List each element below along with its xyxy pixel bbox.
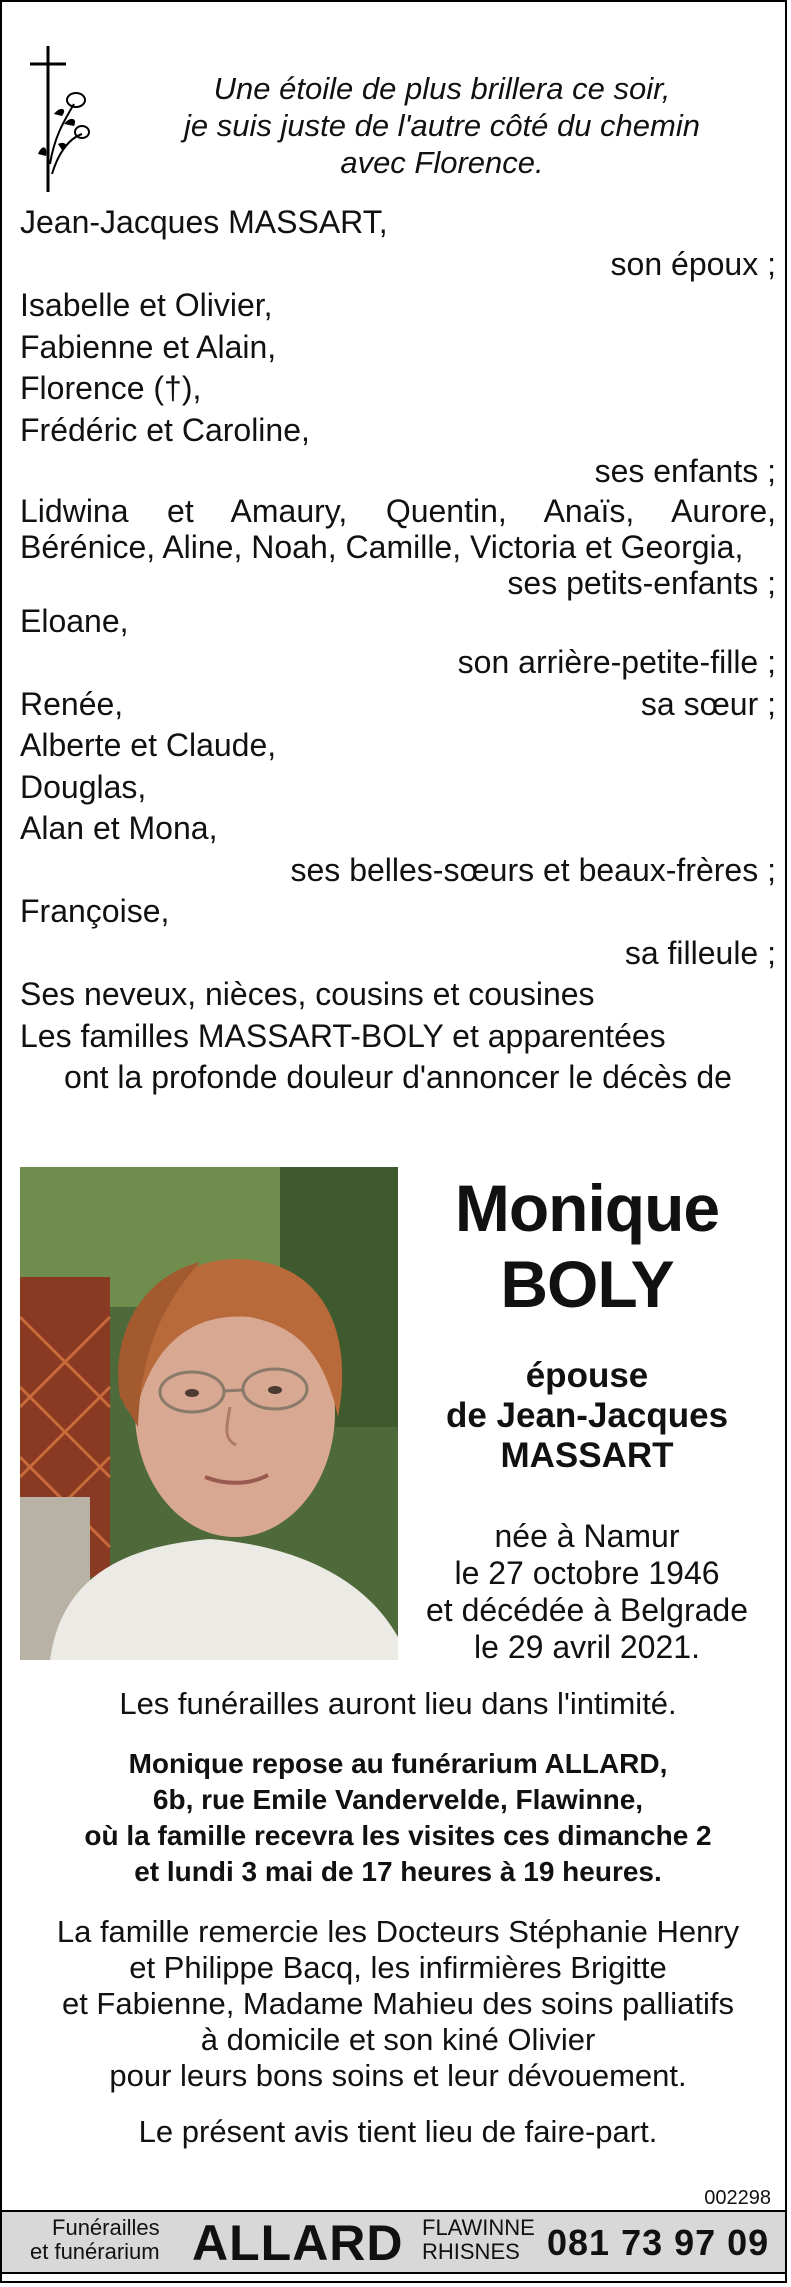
repose-info (20, 1746, 776, 1890)
funeral-home-footer (2, 2210, 785, 2274)
footer-brand: ALLARD (192, 2215, 404, 2271)
deceased-block (402, 1162, 772, 1666)
families-line: Les familles MASSART-BOLY et apparentées (20, 1017, 666, 1054)
goddaughter-name: Françoise, (20, 893, 170, 929)
thanks-line: pour leurs bons soins et leur dévouement. (109, 2058, 687, 2093)
funeral-details (20, 1684, 776, 2152)
in-law-name: Alberte et Claude, (20, 727, 277, 763)
thanks-paragraph (20, 1914, 776, 2094)
spouse-role: son époux ; (610, 245, 776, 282)
footer-left-line: et funérarium (30, 2239, 160, 2264)
birth-line: le 29 avril 2021. (474, 1629, 700, 1665)
deceased-first-name: Monique (454, 1171, 720, 1245)
repose-line: 6b, rue Emile Vandervelde, Flawinne, (152, 1784, 644, 1815)
footer-service-label (30, 2216, 160, 2264)
great-grandchild-role: son arrière-petite-fille ; (457, 644, 776, 680)
notice-line: Le présent avis tient lieu de faire-part. (138, 2114, 658, 2149)
extended-family: Ses neveux, nièces, cousins et cousines (20, 976, 595, 1012)
child-name: Florence (†), (20, 370, 202, 406)
in-laws-role: ses belles-sœurs et beaux-frères ; (290, 851, 776, 888)
in-law-name: Alan et Mona, (20, 810, 218, 846)
repose-line: Monique repose au funérarium ALLARD, (128, 1748, 668, 1779)
sister-name: Renée, (20, 685, 124, 722)
family-list (20, 202, 776, 1099)
child-name: Fabienne et Alain, (20, 328, 277, 365)
thanks-line: et Fabienne, Madame Mahieu des soins palliatifs (61, 1986, 735, 2021)
spouse-of (402, 1356, 772, 1476)
epigraph (122, 70, 762, 181)
in-law-name: Douglas, (20, 768, 147, 805)
sister-role: sa sœur ; (640, 685, 776, 722)
funerals-line: Les funérailles auront lieu dans l'intimité. (119, 1686, 677, 1721)
child-name: Frédéric et Caroline, (20, 411, 310, 448)
footer-left-line: Funérailles (52, 2215, 160, 2240)
portrait-photo (20, 1167, 398, 1660)
cross-with-flowers-icon (24, 44, 90, 194)
children-role: ses enfants ; (594, 453, 776, 489)
spouse-line: MASSART (500, 1436, 674, 1475)
footer-place: RHISNES (422, 2239, 520, 2264)
footer-phone: 081 73 97 09 (547, 2222, 770, 2263)
thanks-line: et Philippe Bacq, les infirmières Brigitte (129, 1950, 667, 1985)
spouse-name: Jean-Jacques MASSART, (20, 204, 388, 240)
spouse-line: de Jean-Jacques (445, 1396, 729, 1435)
reference-number: 002298 (704, 2187, 771, 2209)
thanks-line: La famille remercie les Docteurs Stéphanie Henry (56, 1914, 740, 1949)
child-name: Isabelle et Olivier, (20, 287, 273, 323)
birth-death-info (402, 1518, 772, 1666)
spouse-line: épouse (525, 1356, 649, 1395)
grandchildren-line: Lidwina et Amaury, Quentin, Anaïs, Aurore, (20, 492, 776, 529)
announcement: ont la profonde douleur d'annoncer le décès de (64, 1059, 732, 1095)
grandchildren-role: ses petits-enfants ; (507, 564, 776, 601)
great-grandchild-name: Eloane, (20, 602, 129, 639)
sister-row (20, 684, 776, 726)
birth-line: née à Namur (494, 1518, 680, 1554)
footer-places (422, 2216, 535, 2264)
birth-line: le 27 octobre 1946 (454, 1555, 720, 1591)
epigraph-line: Une étoile de plus brillera ce soir, (213, 71, 671, 106)
deceased-last-name: BOLY (500, 1247, 674, 1321)
repose-line: où la famille recevra les visites ces dimanche 2 (84, 1820, 712, 1851)
thanks-line: à domicile et son kiné Olivier (200, 2022, 596, 2057)
epigraph-line: je suis juste de l'autre côté du chemin (184, 108, 700, 143)
birth-line: et décédée à Belgrade (425, 1592, 749, 1628)
footer-place: FLAWINNE (422, 2215, 535, 2240)
repose-line: et lundi 3 mai de 17 heures à 19 heures. (134, 1856, 662, 1887)
grandchildren-line: Bérénice, Aline, Noah, Camille, Victoria et Georgia, (20, 528, 744, 565)
portrait-illustration (20, 1167, 398, 1660)
goddaughter-role: sa filleule ; (624, 934, 776, 971)
epigraph-line: avec Florence. (340, 145, 544, 180)
